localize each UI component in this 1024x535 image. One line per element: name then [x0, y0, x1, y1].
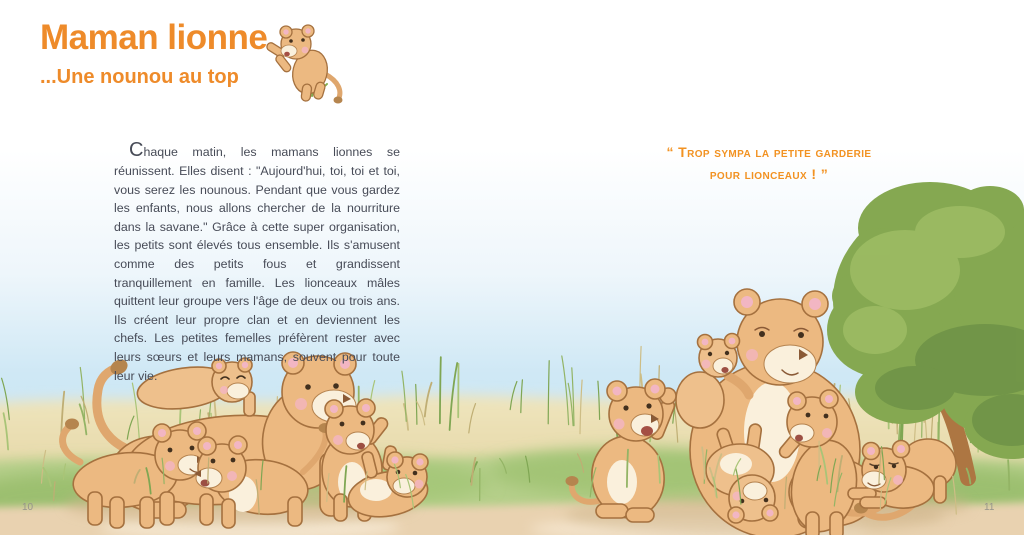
dropcap-letter: C	[129, 139, 144, 162]
page-number-right: 11	[984, 502, 995, 513]
page-number-left: 10	[22, 502, 34, 513]
pull-quote-line-1: “ Trop sympa la petite garderie	[666, 144, 872, 160]
pull-quote	[636, 141, 902, 185]
body-paragraph	[114, 139, 400, 385]
pull-quote-line-2: pour lionceaux ! ”	[709, 166, 829, 182]
page-subtitle: ...Une nounou au top	[40, 66, 239, 88]
paragraph-text: haque matin, les mamans lionnes se réunissent. Elles disent : "Aujourd'hui, toi, toi et toi, vous serez les nounous. Pendant que vous gardez les enfants, nous allons chercher de la nourriture dans la savane." Grâce à cette super organisation, les petits sont élevés tous ensemble. Ils s'amusent comme des petits fous et grandissent tranquillement en famille. Les lionceaux mâles quittent leur groupe vers l'âge de deux ou trois ans. Ils créent leur propre clan et en deviennent les chefs. Les petites femelles préfèrent rester avec leurs sœurs et leurs mamans, souvent pour toute leur vie.	[114, 145, 400, 383]
page-title: Maman lionne	[40, 18, 268, 57]
title-cub-illustration	[265, 25, 342, 104]
